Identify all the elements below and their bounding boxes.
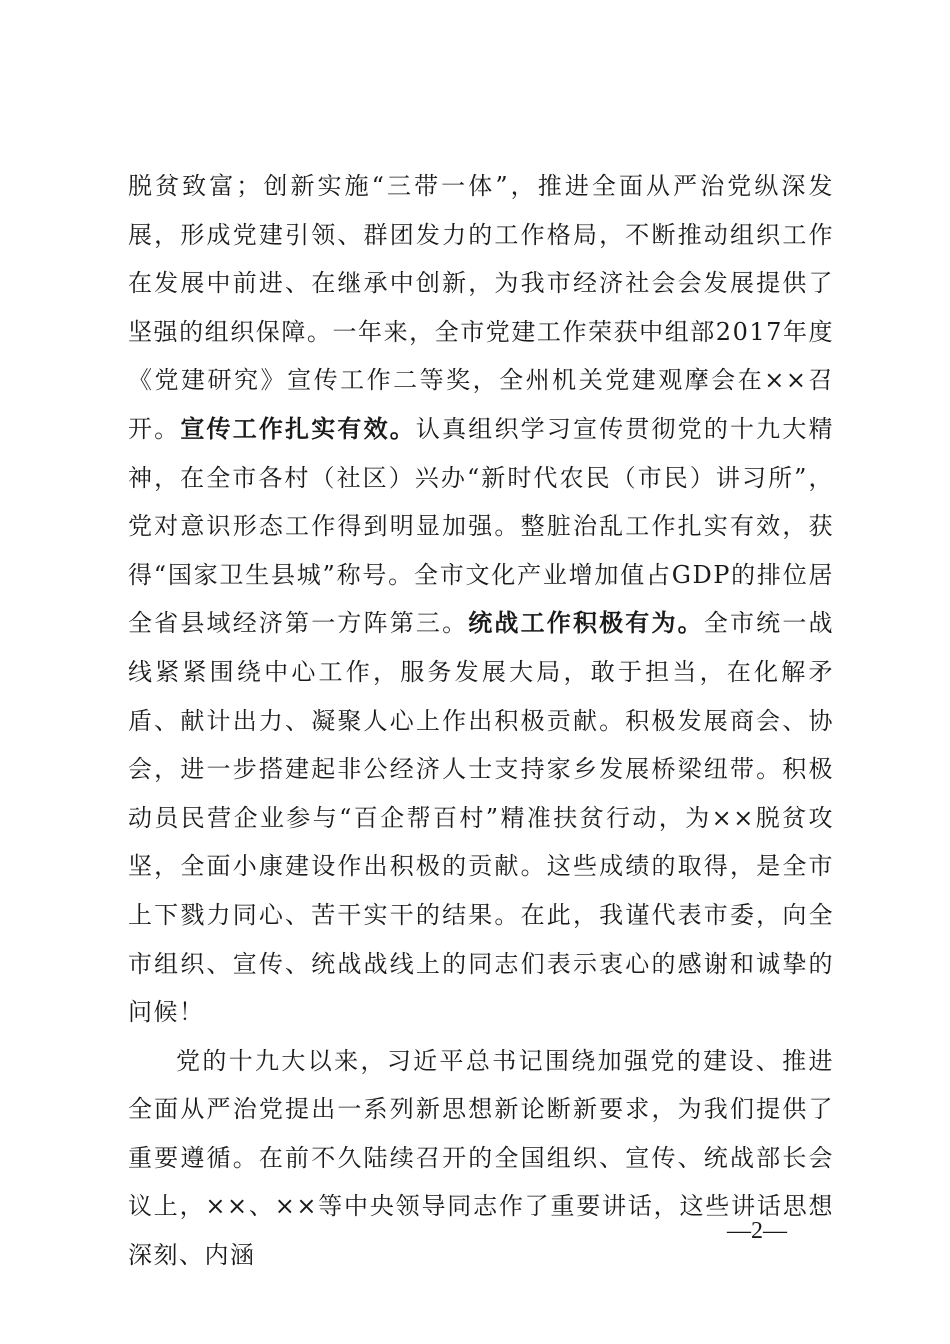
- paragraph-1-text-1: 脱贫致富；创新实施“三带一体”，推进全面从严治党纵深发展，形成党建引领、群团发力的工作格局，不断推动组织工作在发展中前进、在继承中创新，为我市经济社会会发展提供了坚强的组织保障。一年来，全市党建工作荣获中组部2017年度《党建研究》宣传工作二等奖，全州机关党建观摩会在××召开。: [128, 172, 834, 443]
- page-number: —2—: [727, 1218, 787, 1244]
- heading-propaganda-work: 宣传工作扎实有效。: [180, 414, 416, 443]
- paragraph-1-text-2: 认真组织学习宣传贯彻党的十九大精神，在全市各村（社区）兴办“新时代农民（市民）讲习所”，党对意识形态工作得到明显加强。整脏治乱工作扎实有效，获得“国家卫生县城”称号。全市文化产业增加值占GDP的排位居全省县域经济第一方阵第三。: [128, 414, 835, 638]
- heading-united-front-work: 统战工作积极有为。: [468, 609, 704, 638]
- paragraph-2-text-1: 党的十九大以来，习近平总书记围绕加强党的建设、推进全面从严治党提出一系列新思想新论断新要求，为我们提供了重要遵循。在前不久陆续召开的全国组织、宣传、统战部长会议上，××、××等中央领导同志作了重要讲话，这些讲话思想深刻、内涵: [128, 1046, 834, 1270]
- paragraph-1-text-3: 全市统一战线紧紧围绕中心工作，服务发展大局，敢于担当，在化解矛盾、献计出力、凝聚人心上作出积极贡献。积极发展商会、协会，进一步搭建起非公经济人士支持家乡发展桥梁纽带。积极动员民营企业参与“百企帮百村”精准扶贫行动，为××脱贫攻坚，全面小康建设作出积极的贡献。这些成绩的取得，是全市上下戮力同心、苦干实干的结果。在此，我谨代表市委，向全市组织、宣传、统战战线上的同志们表示衷心的感谢和诚挚的问候！: [128, 609, 835, 1027]
- paragraph-1: [128, 162, 834, 1037]
- document-body: [128, 162, 834, 1280]
